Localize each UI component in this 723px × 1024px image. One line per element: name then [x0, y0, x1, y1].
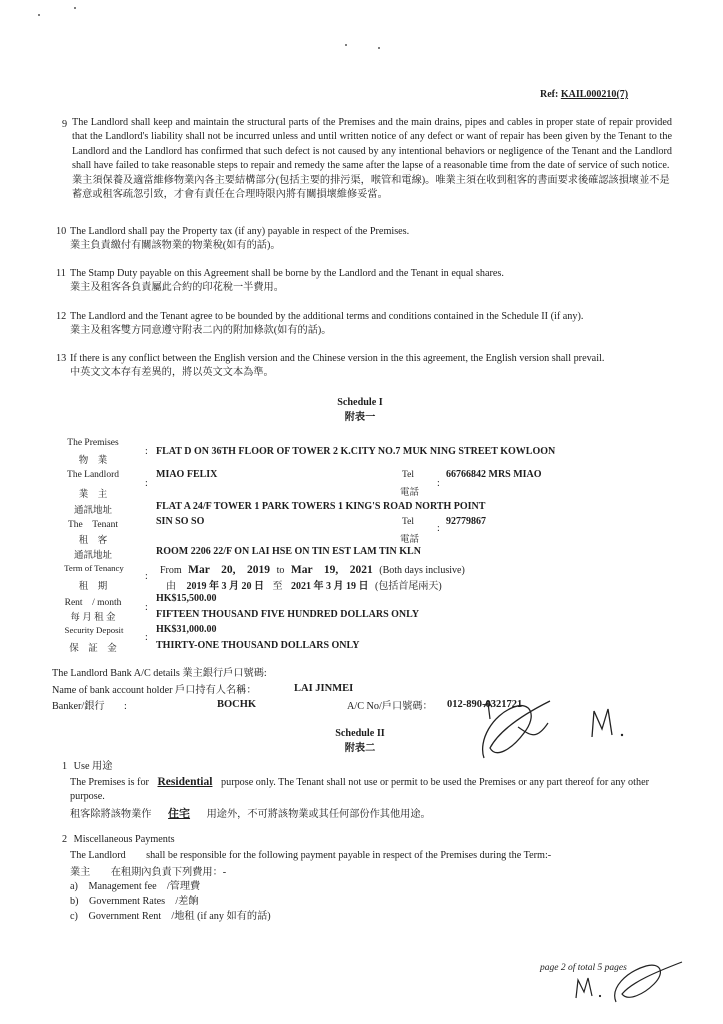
misc-item-a: a) Management fee /管理費: [70, 881, 201, 892]
misc-en: The Landlord shall be responsible for the following payment payable in respect of the Premises during the Term:-: [70, 850, 552, 861]
clause-12: 12 The Landlord and the Tenant agree to be bounded by the additional terms and conditions contained in the Schedule II (if any). 業主及租客雙方同意遵守附表二內的附加條款(如有的話)。: [56, 311, 584, 337]
rent-words: FIFTEEN THOUSAND FIVE HUNDRED DOLLARS ONLY: [156, 609, 420, 620]
landlord-tel: 66766842 MRS MIAO: [446, 469, 542, 480]
term-zh: 由 2019 年 3 月 20 日 至 2021 年 3 月 19 日 (包括首尾兩天): [166, 581, 442, 592]
schedule-1-title-zh: 附表一: [344, 412, 376, 423]
misc-item-c: c) Government Rent /地租 (if any 如有的話): [70, 911, 271, 922]
premises-label: The Premises: [67, 438, 119, 448]
deposit-label: Security Deposit: [64, 625, 124, 635]
tenant-name: SIN SO SO: [156, 516, 205, 527]
landlord-name: MIAO FELIX: [156, 469, 218, 480]
landlord-label-zh: 業 主: [78, 490, 108, 500]
reference-number: Ref: KAIL000210(7): [540, 89, 629, 100]
rent-label-zh: 每 月 租 金: [70, 613, 116, 623]
bank-holder-value: LAI JINMEI: [294, 683, 354, 694]
deposit-label-zh: 保 証 金: [69, 644, 117, 654]
term-label-zh: 租 期: [78, 582, 108, 592]
landlord-tel-label: Tel: [402, 470, 414, 480]
misc-heading: 2 Miscellaneous Payments: [62, 834, 175, 845]
tenant-tel-label-zh: 電話: [400, 535, 420, 545]
use-zh: 租客除將該物業作 住宅 用途外，不可將該物業或其任何部份作其他用途。: [70, 808, 431, 820]
banker-label: Banker/銀行: [52, 701, 105, 712]
tenant-address: ROOM 2206 22/F ON LAI HSE ON TIN EST LAM TIN KLN: [156, 546, 421, 557]
bank-details-label: The Landlord Bank A/C details 業主銀行戶口號碼:: [52, 668, 267, 679]
use-en: The Premises is for Residential purpose only. The Tenant shall not use or permit to be used the Premises or any part thereof for any other purpose.: [70, 776, 649, 803]
bank-holder-label: Name of bank account holder 戶口持有人名稱：: [52, 685, 257, 696]
rent-label: Rent / month: [64, 598, 122, 608]
account-number-value: 012-890-0321721: [447, 699, 523, 710]
misc-zh: 業主 在租期內負責下列費用：-: [70, 867, 227, 878]
tenant-tel-label: Tel: [402, 517, 414, 527]
use-heading: 1 Use 用途: [62, 761, 113, 772]
clause-11: 11 The Stamp Duty payable on this Agreement shall be borne by the Landlord and the Tenant in equal shares. 業主及租客各負責屬此合約的印花稅一半費用。: [56, 268, 504, 294]
schedule-2-title-zh: 附表二: [344, 743, 376, 754]
tenant-address-label: 通訊地址: [73, 551, 112, 561]
scan-speck: [38, 14, 40, 16]
schedule-2-title: Schedule II: [335, 728, 385, 739]
landlord-address: FLAT A 24/F TOWER 1 PARK TOWERS 1 KING'S ROAD NORTH POINT: [156, 501, 486, 512]
tenant-label-zh: 租 客: [78, 536, 108, 546]
rent-value: HK$15,500.00: [156, 593, 217, 604]
signature-footer: [570, 958, 690, 1008]
premises-label-zh: 物 業: [78, 456, 108, 466]
tenant-tel: 92779867: [446, 516, 486, 527]
landlord-label: The Landlord: [67, 470, 119, 480]
tenant-label: The Tenant: [68, 520, 118, 530]
landlord-tel-label-zh: 電話: [400, 488, 420, 498]
deposit-words: THIRTY-ONE THOUSAND DOLLARS ONLY: [156, 640, 360, 651]
account-number-label: A/C No/戶口號碼：: [347, 701, 433, 712]
clause-9-en: The Landlord shall keep and maintain the structural parts of the Premises and the main drains, pipes and cables in proper state of repair provided that the Landlord's liability shall not be incurred unless and until written notice of any defect or want of repair has been given by the Tenant to the Landlord and the Landlord has confirmed that such defect is not caused by any intentional behaviors or negligence of the Tenant and the Landlord shall have failed to take reasonable steps to repair and remedy the same after the lapse of a reasonable time from the date of service of such notice.: [72, 117, 672, 171]
scan-speck: [74, 7, 76, 9]
clause-13: 13 If there is any conflict between the English version and the Chinese version in the this agreement, the English version shall prevail. 中英文文本存有差異的，將以英文文本為準。: [56, 353, 605, 379]
term-en: From Mar 20, 2019 to Mar 19, 2021 (Both days inclusive): [160, 564, 465, 576]
misc-item-b: b) Government Rates /差餉: [70, 896, 199, 907]
term-label: Term of Tenancy: [64, 563, 124, 573]
clause-9-zh: 業主須保養及適當維修物業內各主要結構部分(包括主要的排污渠，喉管和電線)。唯業主須在收到租客的書面要求後確認該損壞並不是蓄意或租客疏忽引致，才會有責任在合理時限內將有關損壞維修妥當。: [72, 175, 670, 201]
scan-speck: [378, 47, 380, 49]
signature-handwritten: [478, 693, 648, 763]
deposit-value: HK$31,000.00: [156, 624, 217, 635]
landlord-address-label: 通訊地址: [73, 506, 112, 516]
clause-9: 9 The Landlord shall keep and maintain the structural parts of the Premises and the main drains, pipes and cables in proper state of repair provided that the Landlord's liability shall not be incurred unless and until written notice of any defect or want of repair has been given by the Tenant to the Landlord and the Landlord has confirmed that such defect is not caused by any intentional behaviors or negligence of the Tenant and the Landlord shall have failed to take reasonable steps to repair and remedy the same after the lapse of a reasonable time from the date of service of such notice. 業主須保養及適當維修物業內各主要結構部分(包括主要的排污渠，喉管和電線)。唯業主須在收到租客的書面要求後確認該損壞並不是蓄意或租客疏忽引致，才會有責任在合理時限內將有關損壞維修妥當。: [62, 116, 672, 203]
premises-value: FLAT D ON 36TH FLOOR OF TOWER 2 K.CITY NO.7 MUK NING STREET KOWLOON: [156, 446, 556, 457]
banker-value: BOCHK: [217, 699, 257, 710]
clause-10: 10 The Landlord shall pay the Property tax (if any) payable in respect of the Premises. 業主負責繳付有關該物業的物業稅(如有的話)。: [56, 226, 410, 252]
schedule-1-title: Schedule I: [337, 397, 383, 408]
page-number: page 2 of total 5 pages: [540, 963, 627, 973]
scan-speck: [345, 44, 347, 46]
